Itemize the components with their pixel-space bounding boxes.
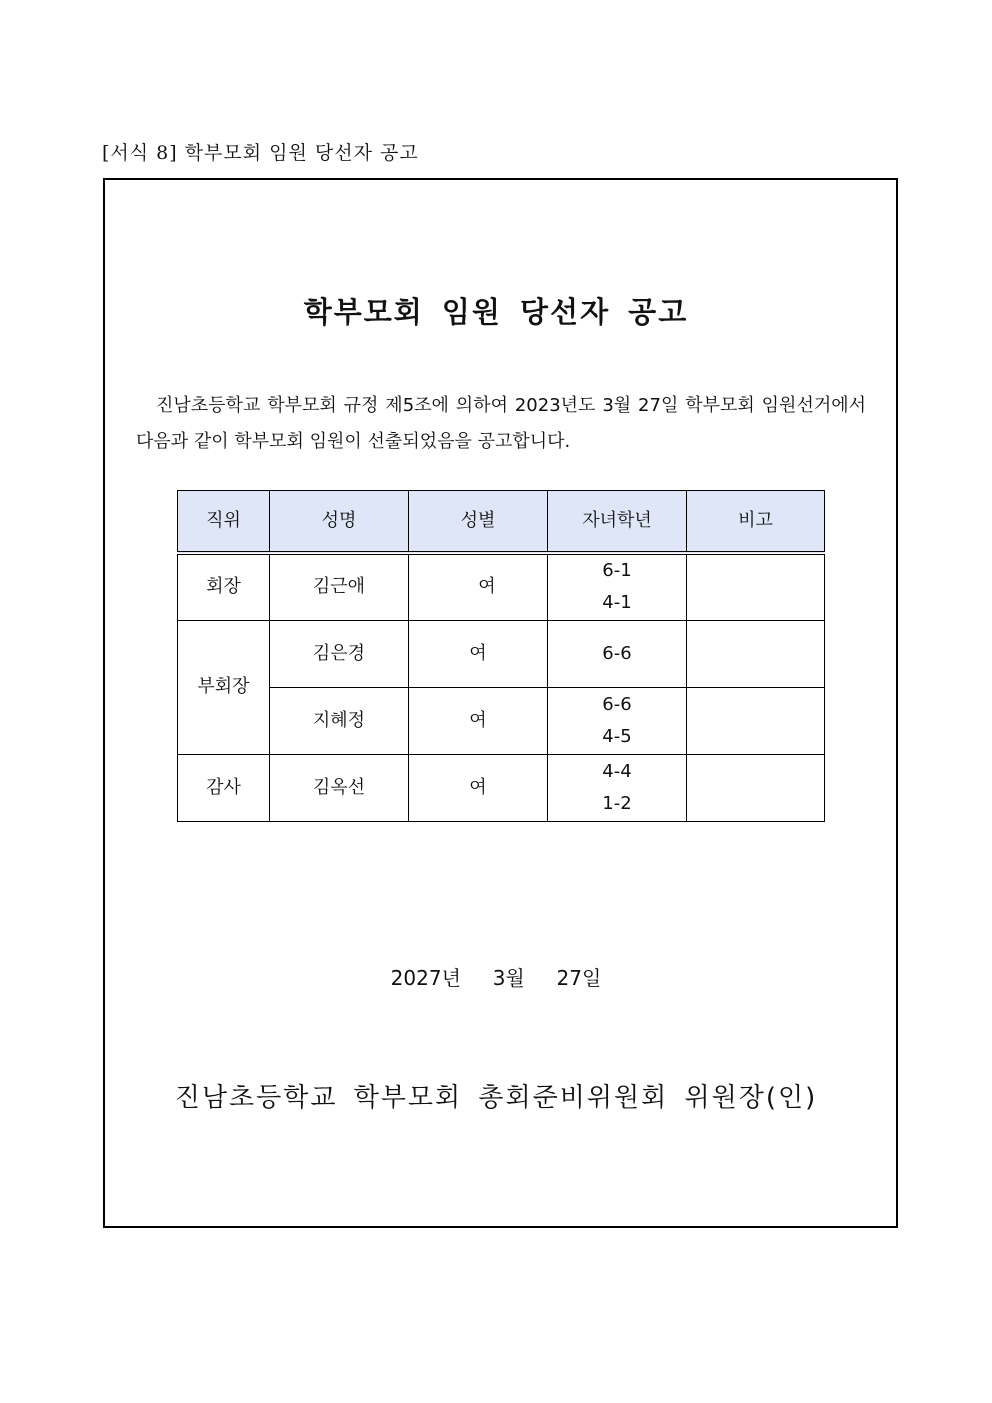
cell-position: 회장: [178, 553, 270, 620]
table-row: [178, 687, 825, 754]
cell-child-grade: [548, 754, 687, 821]
cell-child-grade: [548, 687, 687, 754]
cell-gender: 여: [409, 553, 548, 620]
cell-child-grade: [548, 620, 687, 687]
header-note: 비고: [687, 491, 825, 554]
cell-name: 김근애: [270, 553, 409, 620]
cell-name: 김옥선: [270, 754, 409, 821]
cell-note: [687, 553, 825, 620]
notice-body: [136, 388, 866, 460]
table-header-row: [178, 491, 825, 554]
date-day: 27일: [556, 966, 602, 990]
cell-gender: 여: [409, 620, 548, 687]
header-gender: 성별: [409, 491, 548, 554]
cell-note: [687, 754, 825, 821]
grade-line: 4-4: [602, 760, 632, 782]
notice-body-text: 진남초등학교 학부모회 규정 제5조에 의하여 2023년도 3월 27일 학부모회 임원선거에서 다음과 같이 학부모회 임원이 선출되었음을 공고합니다.: [136, 395, 866, 452]
cell-name: 지혜정: [270, 687, 409, 754]
cell-gender: 여: [409, 687, 548, 754]
signer-line: 진남초등학교 학부모회 총회준비위원회 위원장(인): [174, 1083, 818, 1113]
table-row: [178, 620, 825, 687]
grade-line: 6-1: [602, 560, 632, 582]
date-month: 3월: [492, 966, 525, 990]
grade-line: 1-2: [602, 792, 632, 814]
cell-note: [687, 620, 825, 687]
table-row: [178, 553, 825, 620]
notice-title: 학부모회 임원 당선자 공고: [303, 295, 689, 329]
cell-position: 감사: [178, 754, 270, 821]
cell-child-grade: [548, 553, 687, 620]
grade-line: 4-5: [602, 725, 632, 747]
grade-line: 6-6: [602, 642, 632, 664]
cell-position: 부회장: [178, 620, 270, 754]
notice-date: [0, 962, 992, 991]
header-name: 성명: [270, 491, 409, 554]
grade-line: 6-6: [602, 693, 632, 715]
cell-note: [687, 687, 825, 754]
cell-name: 김은경: [270, 620, 409, 687]
grade-line: 4-1: [602, 592, 632, 614]
date-year: 2027년: [390, 966, 461, 990]
officers-table: [177, 490, 825, 822]
header-child-grade: 자녀학년: [548, 491, 687, 554]
cell-gender: 여: [409, 754, 548, 821]
form-label: [서식 8] 학부모회 임원 당선자 공고: [102, 142, 419, 164]
table-row: [178, 754, 825, 821]
header-position: 직위: [178, 491, 270, 554]
